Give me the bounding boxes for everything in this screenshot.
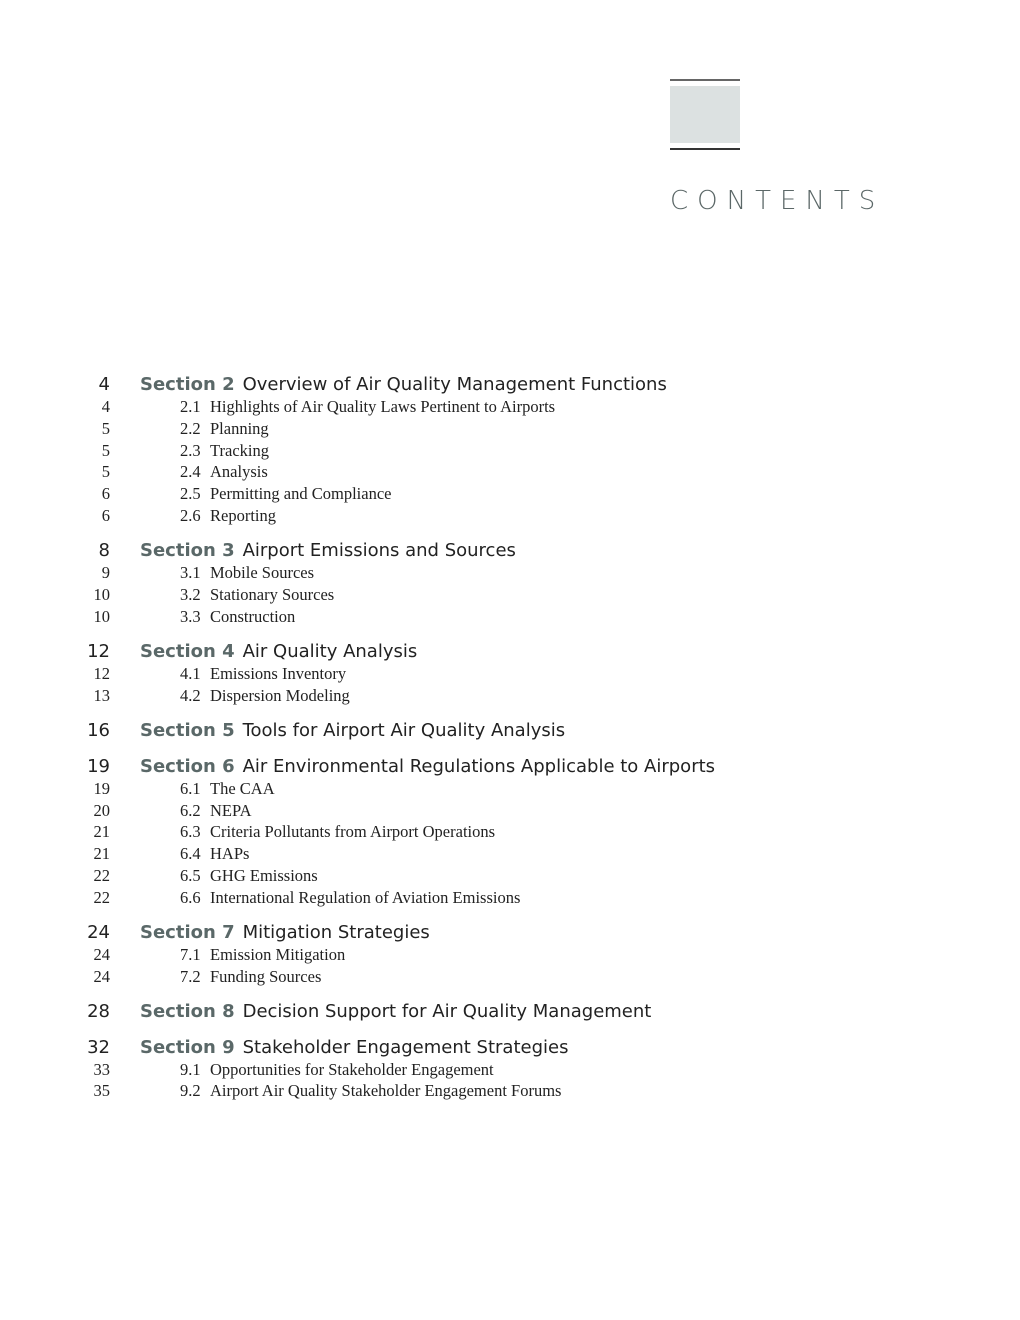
toc-subsection-entry[interactable] (0, 887, 1020, 909)
toc-subsection-entry[interactable] (0, 562, 1020, 584)
subsection-number: 6.3 (180, 822, 201, 842)
section-heading (140, 1000, 651, 1023)
section-heading (140, 921, 430, 944)
subsection-number: 3.3 (180, 606, 201, 626)
subsection-title: Tracking (210, 440, 269, 460)
subsection-page-number: 21 (93, 844, 110, 864)
section-heading (140, 640, 417, 663)
section-label: Section 3 (140, 540, 235, 562)
subsection-title: Analysis (210, 462, 268, 482)
subsection-title: NEPA (210, 800, 252, 820)
toc-subsection-entry[interactable] (0, 418, 1020, 440)
decorative-block (670, 86, 740, 143)
toc-subsection-entry[interactable] (0, 505, 1020, 527)
toc-subsection-entry[interactable] (0, 944, 1020, 966)
section-label: Section 9 (140, 1036, 235, 1058)
subsection-title: Dispersion Modeling (210, 685, 350, 705)
subsection-page-number: 4 (101, 397, 110, 416)
subsection-number: 3.2 (180, 585, 201, 605)
toc-section-entry[interactable] (0, 719, 1020, 742)
subsection-page-number: 21 (93, 822, 110, 842)
subsection-number: 2.6 (180, 505, 201, 525)
section-title: Decision Support for Air Quality Management (242, 1001, 652, 1023)
top-rule (670, 79, 740, 81)
subsection-page-number: 9 (101, 563, 110, 583)
subsection-title: Mobile Sources (210, 563, 315, 583)
subsection-page-number: 6 (101, 505, 110, 525)
subsection-title: Funding Sources (210, 966, 322, 986)
subsection-title: The CAA (210, 778, 275, 798)
subsection-number: 9.2 (180, 1081, 201, 1101)
subsection-page-number: 13 (93, 685, 110, 705)
subsection-page-number: 12 (93, 664, 110, 684)
toc-section-group (0, 921, 1020, 988)
subsection-page-number: 19 (93, 778, 110, 798)
toc-subsection-entry[interactable] (0, 440, 1020, 462)
toc-section-group (0, 755, 1020, 909)
section-heading (140, 539, 516, 562)
section-page-number: 16 (87, 720, 110, 742)
toc-subsection-entry[interactable] (0, 685, 1020, 707)
section-title: Stakeholder Engagement Strategies (242, 1036, 569, 1058)
section-title: Mitigation Strategies (242, 922, 430, 944)
toc-section-entry[interactable] (0, 373, 1020, 396)
section-title: Air Environmental Regulations Applicable to Airports (242, 755, 716, 777)
toc-subsection-entry[interactable] (0, 1080, 1020, 1102)
subsection-page-number: 22 (93, 887, 110, 907)
bottom-rule (670, 148, 740, 150)
subsection-number: 6.6 (180, 887, 201, 907)
subsection-number: 6.1 (180, 778, 201, 798)
section-page-number: 24 (87, 922, 110, 944)
subsection-number: 2.5 (180, 484, 201, 504)
toc-subsection-entry[interactable] (0, 396, 1020, 418)
section-heading (140, 755, 715, 778)
subsection-page-number: 5 (101, 418, 110, 438)
subsection-title: Permitting and Compliance (210, 484, 392, 504)
subsection-title: HAPs (210, 844, 250, 864)
toc-subsection-entry[interactable] (0, 606, 1020, 628)
subsection-number: 3.1 (180, 563, 201, 583)
section-title: Overview of Air Quality Management Functions (242, 374, 667, 395)
toc-subsection-entry[interactable] (0, 843, 1020, 865)
section-title: Air Quality Analysis (242, 641, 418, 663)
toc-subsection-entry[interactable] (0, 821, 1020, 843)
subsection-number: 9.1 (180, 1059, 201, 1079)
subsection-title: Emission Mitigation (210, 945, 346, 965)
section-page-number: 4 (98, 374, 110, 395)
toc-subsection-entry[interactable] (0, 461, 1020, 483)
subsection-title: Highlights of Air Quality Laws Pertinent to Airports (210, 397, 556, 416)
table-of-contents (0, 373, 1020, 1115)
subsection-number: 6.5 (180, 865, 201, 885)
subsection-number: 4.2 (180, 685, 201, 705)
subsection-page-number: 20 (93, 800, 110, 820)
subsection-number: 2.2 (180, 418, 201, 438)
section-page-number: 8 (98, 540, 110, 562)
subsection-number: 4.1 (180, 664, 201, 684)
page-title: CONTENTS (670, 186, 885, 216)
subsection-title: Stationary Sources (210, 585, 335, 605)
subsection-page-number: 6 (101, 484, 110, 504)
subsection-title: GHG Emissions (210, 865, 318, 885)
subsection-page-number: 33 (93, 1059, 110, 1079)
section-label: Section 4 (140, 641, 235, 663)
subsection-title: Planning (210, 418, 269, 438)
subsection-title: Criteria Pollutants from Airport Operations (210, 822, 496, 842)
toc-section-group (0, 1036, 1020, 1103)
subsection-number: 2.1 (180, 397, 201, 416)
subsection-number: 6.2 (180, 800, 201, 820)
toc-section-entry[interactable] (0, 755, 1020, 778)
toc-section-entry[interactable] (0, 640, 1020, 663)
subsection-number: 7.1 (180, 945, 201, 965)
subsection-page-number: 5 (101, 462, 110, 482)
section-page-number: 28 (87, 1001, 110, 1023)
subsection-page-number: 24 (93, 945, 110, 965)
toc-section-entry[interactable] (0, 1000, 1020, 1023)
toc-subsection-entry[interactable] (0, 1059, 1020, 1081)
toc-subsection-entry[interactable] (0, 483, 1020, 505)
section-page-number: 32 (87, 1036, 110, 1058)
section-page-number: 19 (87, 755, 110, 777)
subsection-page-number: 5 (101, 440, 110, 460)
subsection-page-number: 10 (93, 585, 110, 605)
toc-subsection-entry[interactable] (0, 584, 1020, 606)
toc-section-group (0, 640, 1020, 707)
subsection-page-number: 22 (93, 865, 110, 885)
subsection-title: Reporting (210, 505, 276, 525)
toc-section-entry[interactable] (0, 539, 1020, 562)
toc-section-group (0, 373, 1020, 527)
section-heading (140, 1036, 568, 1059)
subsection-page-number: 24 (93, 966, 110, 986)
toc-section-entry[interactable] (0, 1036, 1020, 1059)
toc-section-entry[interactable] (0, 921, 1020, 944)
subsection-title: Airport Air Quality Stakeholder Engagement Forums (210, 1081, 562, 1101)
subsection-number: 2.4 (180, 462, 201, 482)
toc-section-group (0, 539, 1020, 627)
section-label: Section 8 (140, 1001, 235, 1023)
section-page-number: 12 (87, 641, 110, 663)
toc-subsection-entry[interactable] (0, 663, 1020, 685)
section-label: Section 7 (140, 922, 235, 944)
subsection-number: 7.2 (180, 966, 201, 986)
subsection-title: International Regulation of Aviation Emissions (210, 887, 521, 907)
subsection-title: Opportunities for Stakeholder Engagement (210, 1059, 494, 1079)
section-title: Tools for Airport Air Quality Analysis (242, 720, 566, 742)
section-title: Airport Emissions and Sources (242, 540, 516, 562)
section-label: Section 5 (140, 720, 235, 742)
toc-subsection-entry[interactable] (0, 800, 1020, 822)
toc-section-group (0, 1000, 1020, 1023)
toc-subsection-entry[interactable] (0, 966, 1020, 988)
toc-section-group (0, 719, 1020, 742)
subsection-number: 6.4 (180, 844, 201, 864)
subsection-title: Emissions Inventory (210, 664, 347, 684)
subsection-title: Construction (210, 606, 296, 626)
section-label: Section 2 (140, 374, 235, 395)
section-heading (140, 373, 667, 396)
toc-subsection-entry[interactable] (0, 865, 1020, 887)
section-label: Section 6 (140, 755, 235, 777)
section-heading (140, 719, 565, 742)
subsection-page-number: 35 (93, 1081, 110, 1101)
toc-subsection-entry[interactable] (0, 778, 1020, 800)
subsection-number: 2.3 (180, 440, 201, 460)
subsection-page-number: 10 (93, 606, 110, 626)
